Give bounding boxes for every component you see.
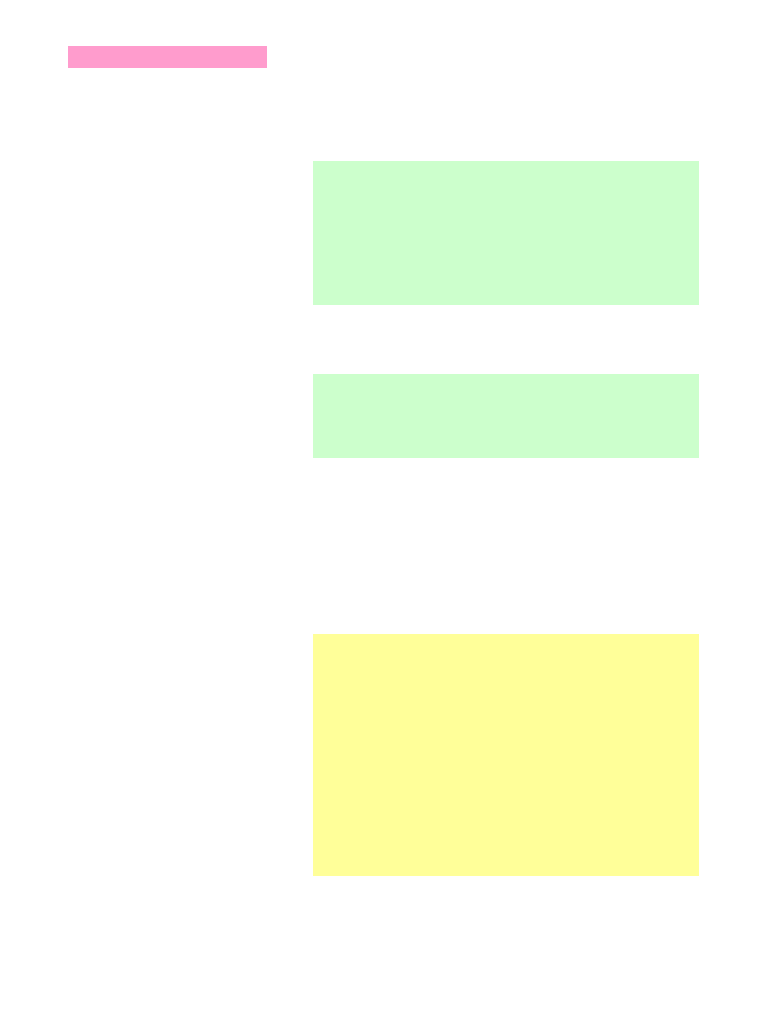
company-name (68, 46, 267, 68)
green-band-other (313, 374, 699, 458)
yellow-band-months (313, 634, 699, 876)
green-band-product (313, 161, 699, 305)
